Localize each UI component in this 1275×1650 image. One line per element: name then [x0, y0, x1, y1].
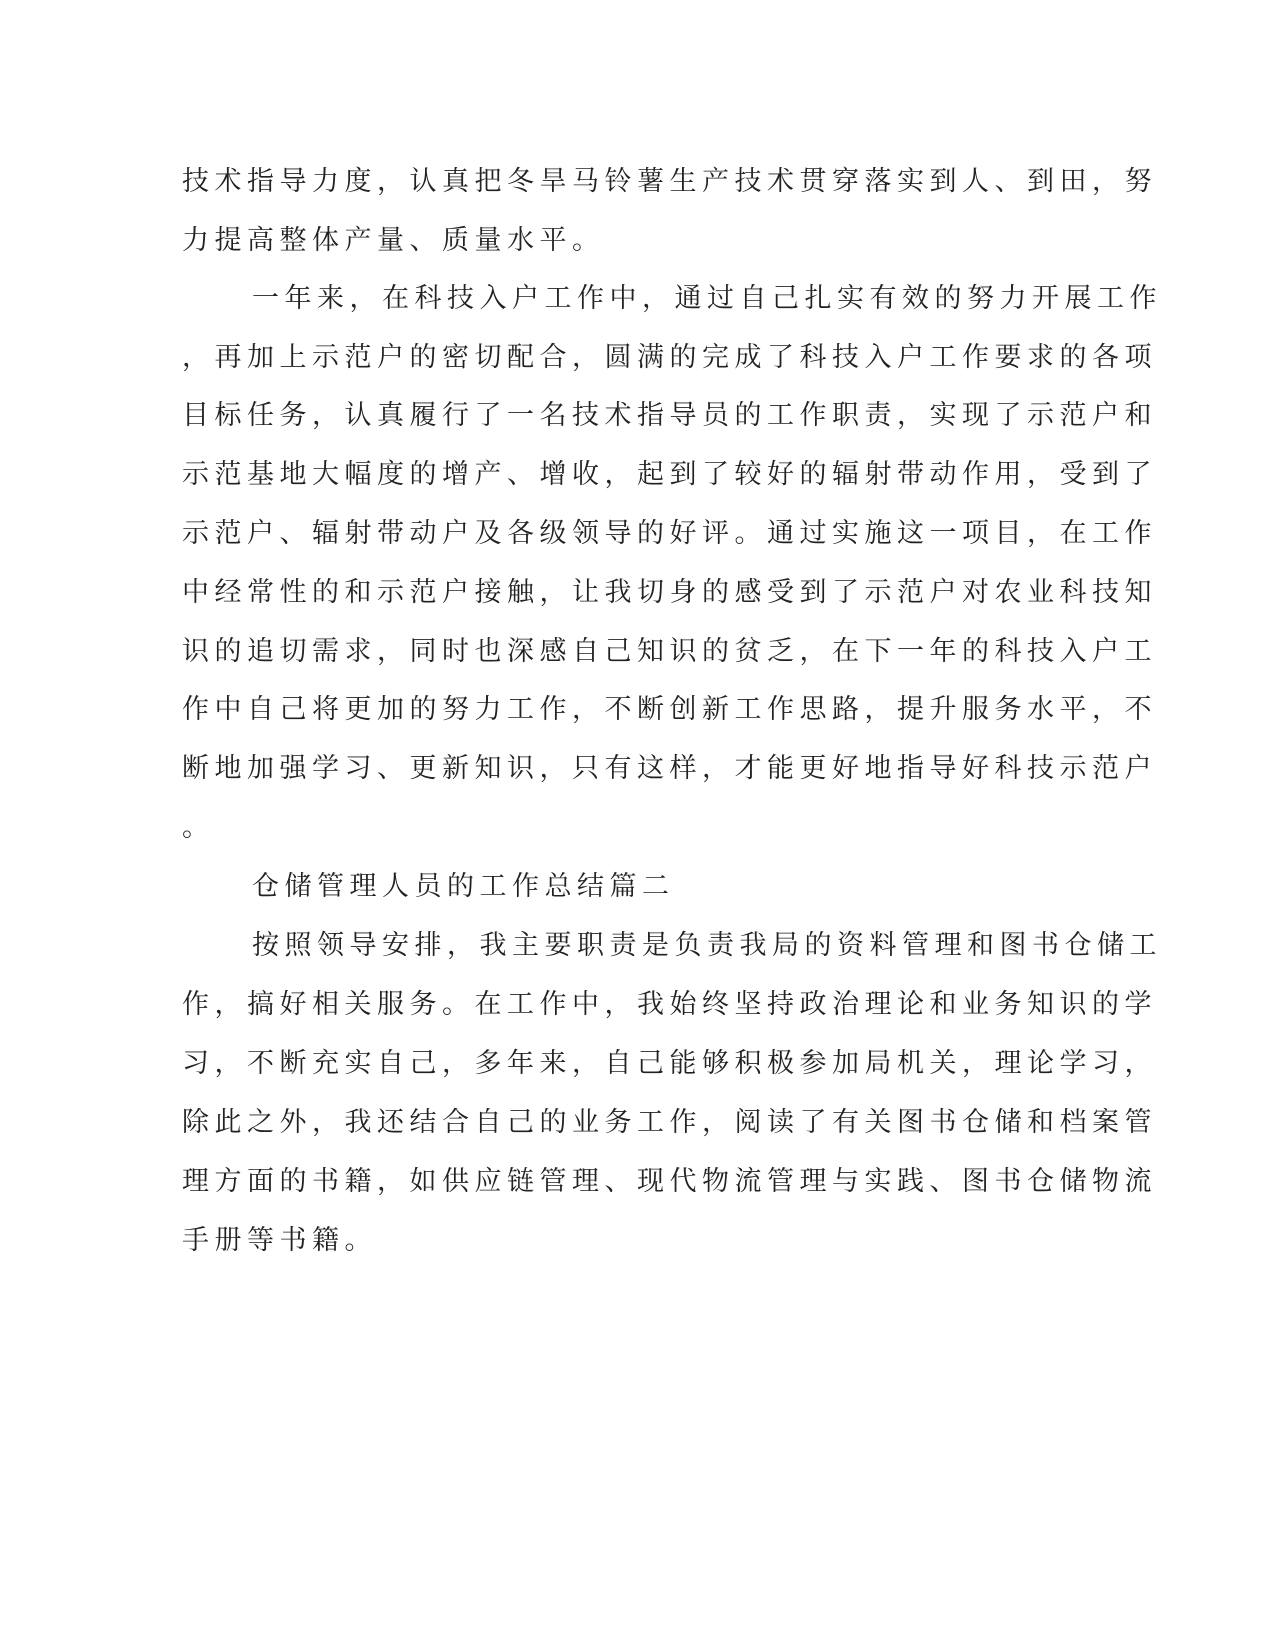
- paragraph-2-line-3: 目标任务，认真履行了一名技术指导员的工作职责，实现了示范户和: [182, 400, 1157, 431]
- paragraph-3-line-2: 作，搞好相关服务。在工作中，我始终坚持政治理论和业务知识的学: [182, 989, 1157, 1020]
- paragraph-3-line-1: 按照领导安排，我主要职责是负责我局的资料管理和图书仓储工: [252, 930, 1162, 961]
- paragraph-3-line-6: 手册等书籍。: [182, 1225, 377, 1256]
- paragraph-1-line-2: 力提高整体产量、质量水平。: [182, 225, 605, 256]
- paragraph-2-line-4: 示范基地大幅度的增产、增收，起到了较好的辐射带动作用，受到了: [182, 459, 1157, 490]
- paragraph-3-line-4: 除此之外，我还结合自己的业务工作，阅读了有关图书仓储和档案管: [182, 1107, 1157, 1138]
- paragraph-1-line-1: 技术指导力度，认真把冬旱马铃薯生产技术贯穿落实到人、到田，努: [182, 166, 1157, 197]
- paragraph-3-line-5: 理方面的书籍，如供应链管理、现代物流管理与实践、图书仓储物流: [182, 1166, 1157, 1197]
- paragraph-2-line-6: 中经常性的和示范户接触，让我切身的感受到了示范户对农业科技知: [182, 577, 1157, 608]
- paragraph-2-line-8: 作中自己将更加的努力工作，不断创新工作思路，提升服务水平，不: [182, 694, 1157, 725]
- paragraph-2-line-7: 识的追切需求，同时也深感自己知识的贫乏，在下一年的科技入户工: [182, 636, 1157, 667]
- paragraph-2-line-1: 一年来，在科技入户工作中，通过自己扎实有效的努力开展工作: [252, 283, 1162, 314]
- paragraph-2-line-2: ，再加上示范户的密切配合，圆满的完成了科技入户工作要求的各项: [182, 342, 1157, 373]
- paragraph-3-line-3: 习，不断充实自己，多年来，自己能够积极参加局机关，理论学习，: [182, 1048, 1157, 1079]
- paragraph-2-line-9: 断地加强学习、更新知识，只有这样，才能更好地指导好科技示范户: [182, 753, 1157, 784]
- paragraph-2-line-10: 。: [182, 812, 215, 843]
- paragraph-2-line-5: 示范户、辐射带动户及各级领导的好评。通过实施这一项目，在工作: [182, 518, 1157, 549]
- section-heading: 仓储管理人员的工作总结篇二: [252, 871, 675, 902]
